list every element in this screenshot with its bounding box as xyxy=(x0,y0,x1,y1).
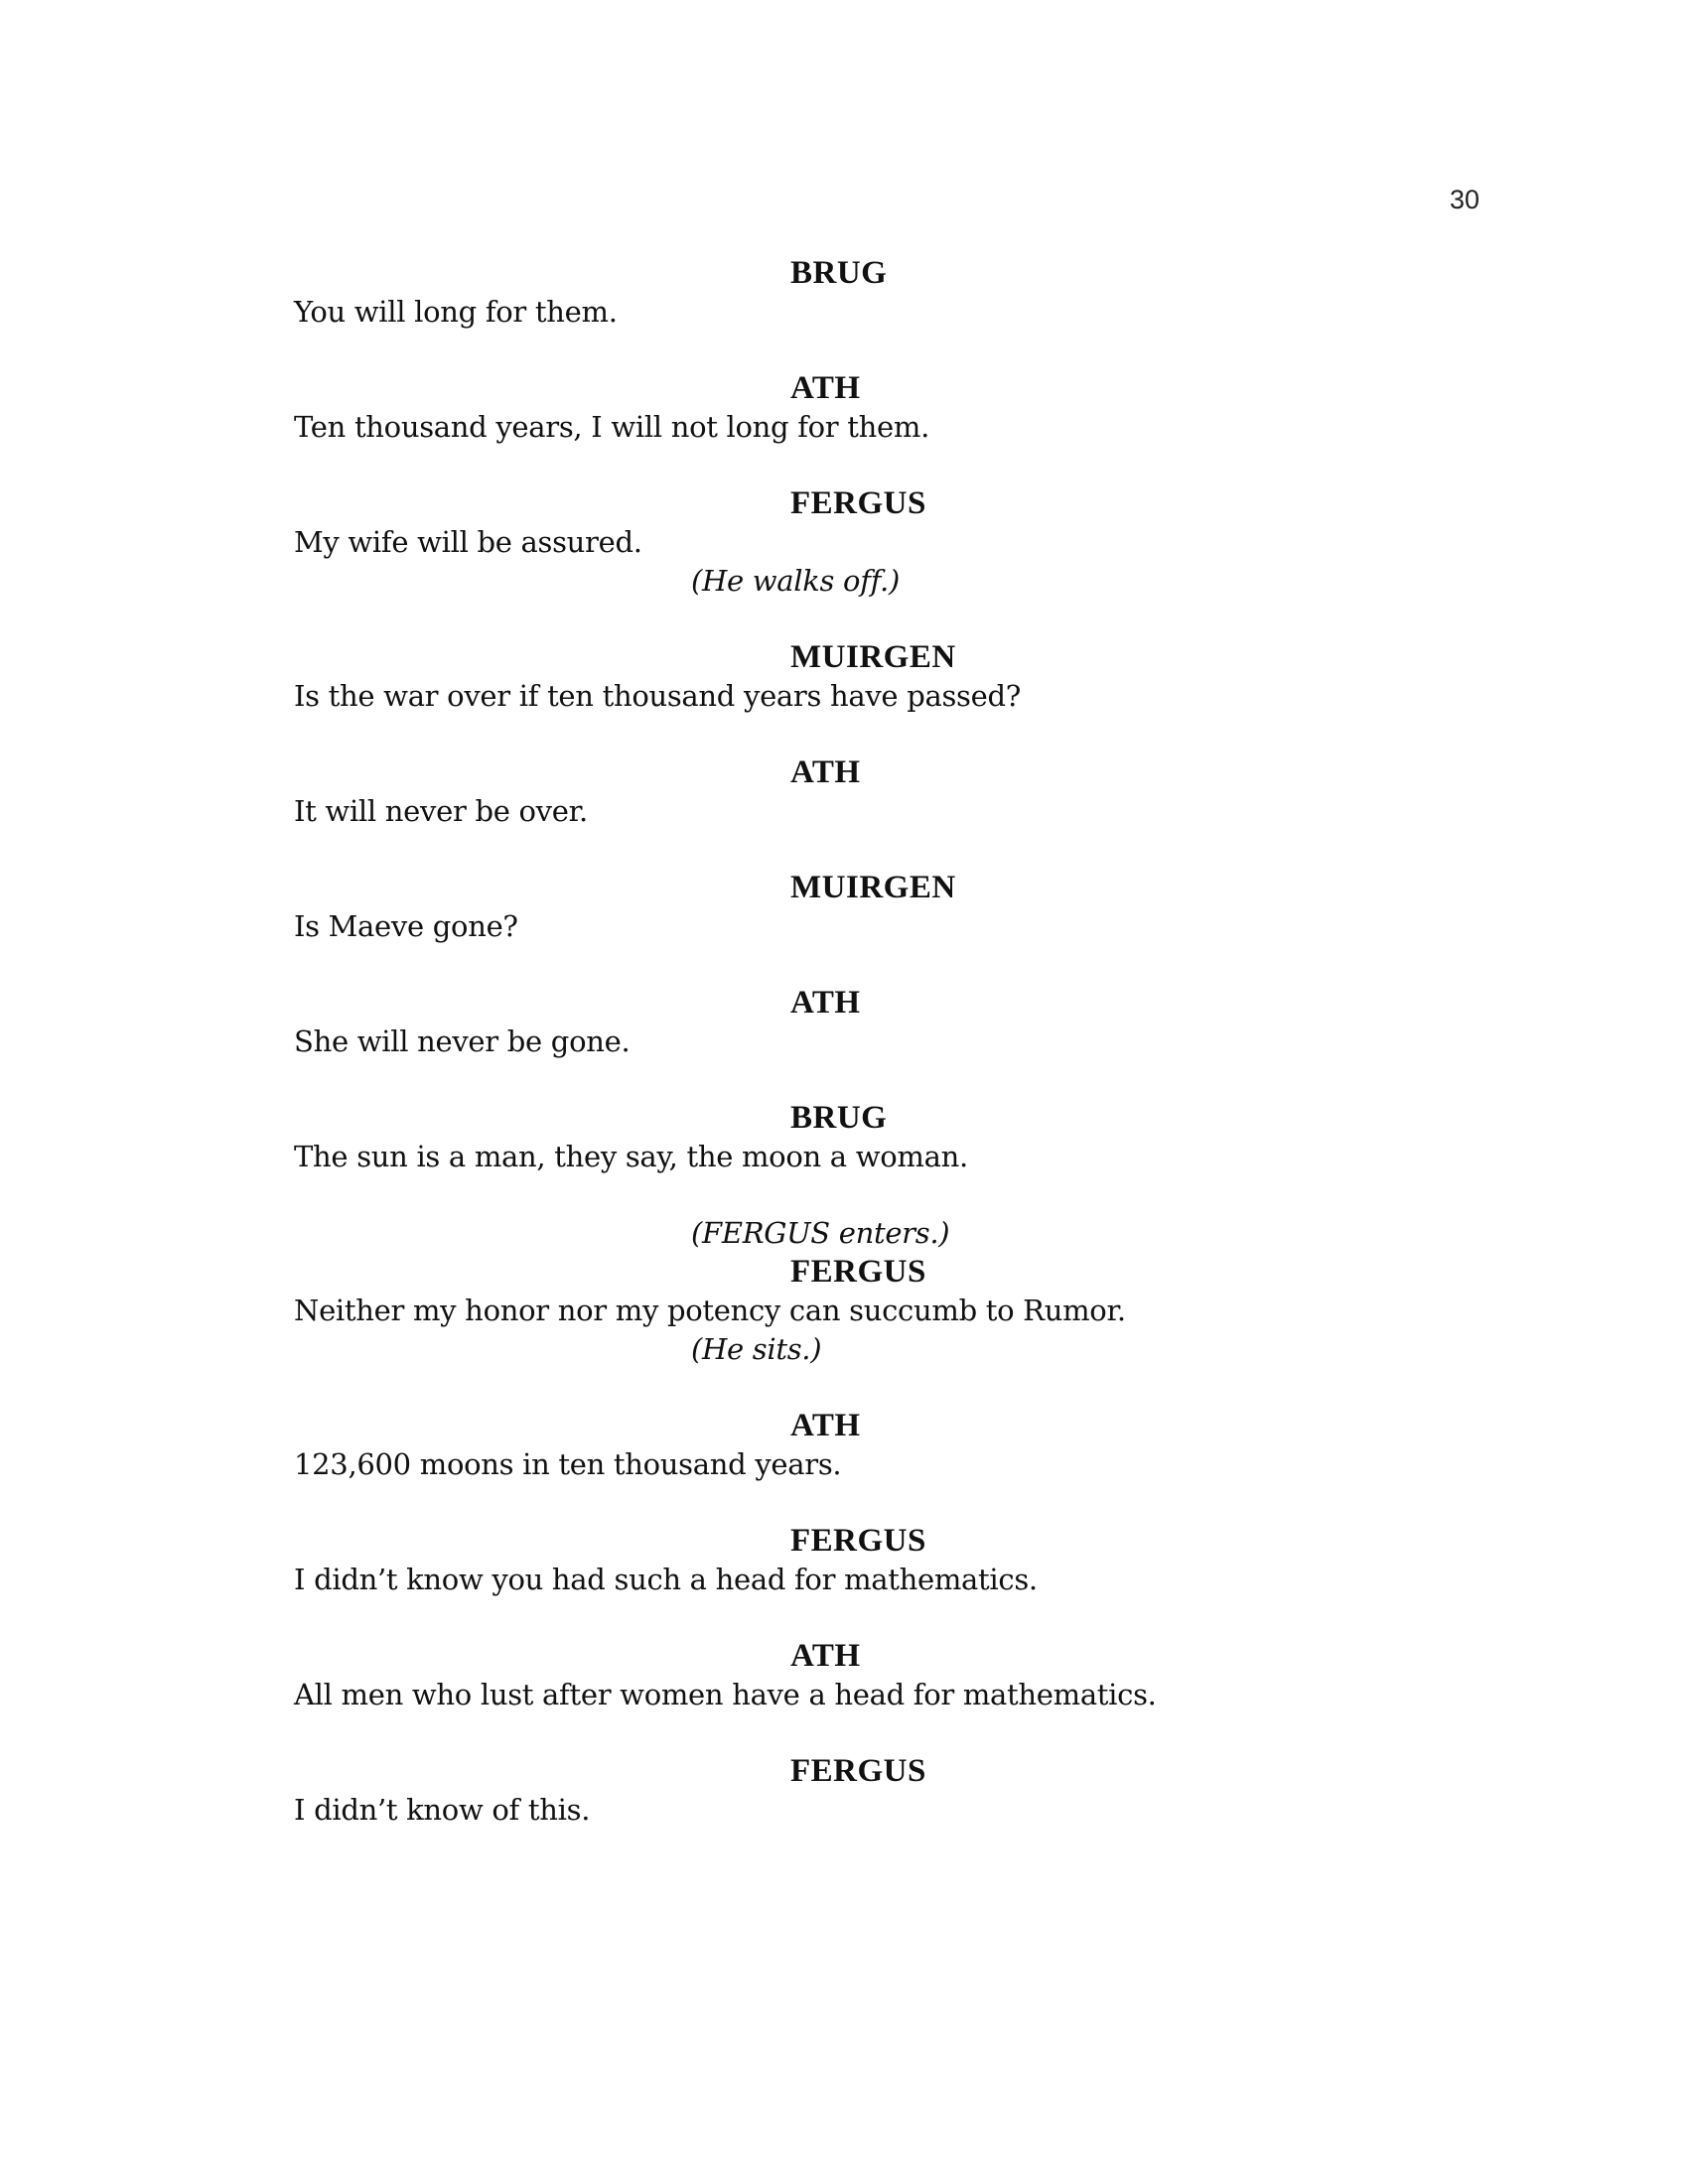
page-number: 30 xyxy=(1450,185,1480,214)
dialogue-line: My wife will be assured. xyxy=(294,525,642,559)
dialogue-line: She will never be gone. xyxy=(294,1024,631,1058)
dialogue-block xyxy=(294,1637,1466,1714)
dialogue-line: Is the war over if ten thousand years have passed? xyxy=(294,679,1022,713)
dialogue-line: I didn’t know of this. xyxy=(294,1793,591,1827)
script-body xyxy=(294,254,1466,1867)
dialogue-block xyxy=(294,984,1466,1061)
character-name: ATH xyxy=(790,1408,861,1443)
character-name: FERGUS xyxy=(790,485,926,521)
dialogue-block xyxy=(294,484,1466,601)
character-name: ATH xyxy=(790,985,861,1021)
dialogue-block xyxy=(294,1214,1466,1369)
dialogue-line: Neither my honor nor my potency can succumb to Rumor. xyxy=(294,1294,1126,1327)
dialogue-line: I didn’t know you had such a head for mathematics. xyxy=(294,1563,1038,1596)
dialogue-line: All men who lust after women have a head for mathematics. xyxy=(294,1678,1157,1711)
character-name: BRUG xyxy=(790,255,888,291)
dialogue-block xyxy=(294,753,1466,831)
stage-direction: (FERGUS enters.) xyxy=(691,1216,950,1250)
character-name: MUIRGEN xyxy=(790,870,956,905)
dialogue-line: You will long for them. xyxy=(294,295,618,329)
dialogue-block xyxy=(294,369,1466,447)
dialogue-block xyxy=(294,1522,1466,1599)
character-name: FERGUS xyxy=(790,1523,926,1559)
character-name: FERGUS xyxy=(790,1254,926,1290)
dialogue-block xyxy=(294,254,1466,332)
dialogue-block xyxy=(294,638,1466,716)
character-name: MUIRGEN xyxy=(790,639,956,675)
dialogue-line: Is Maeve gone? xyxy=(294,909,518,943)
character-name: BRUG xyxy=(790,1100,888,1136)
stage-direction: (He walks off.) xyxy=(691,564,900,598)
dialogue-block xyxy=(294,1407,1466,1484)
dialogue-block xyxy=(294,869,1466,946)
character-name: ATH xyxy=(790,1638,861,1674)
dialogue-line: 123,600 moons in ten thousand years. xyxy=(294,1447,842,1481)
dialogue-line: It will never be over. xyxy=(294,794,588,828)
character-name: ATH xyxy=(790,370,861,406)
dialogue-block xyxy=(294,1099,1466,1176)
dialogue-line: Ten thousand years, I will not long for them. xyxy=(294,410,929,444)
character-name: FERGUS xyxy=(790,1753,926,1789)
dialogue-block xyxy=(294,1752,1466,1830)
character-name: ATH xyxy=(790,754,861,790)
stage-direction: (He sits.) xyxy=(691,1332,822,1366)
dialogue-line: The sun is a man, they say, the moon a woman. xyxy=(294,1140,968,1173)
